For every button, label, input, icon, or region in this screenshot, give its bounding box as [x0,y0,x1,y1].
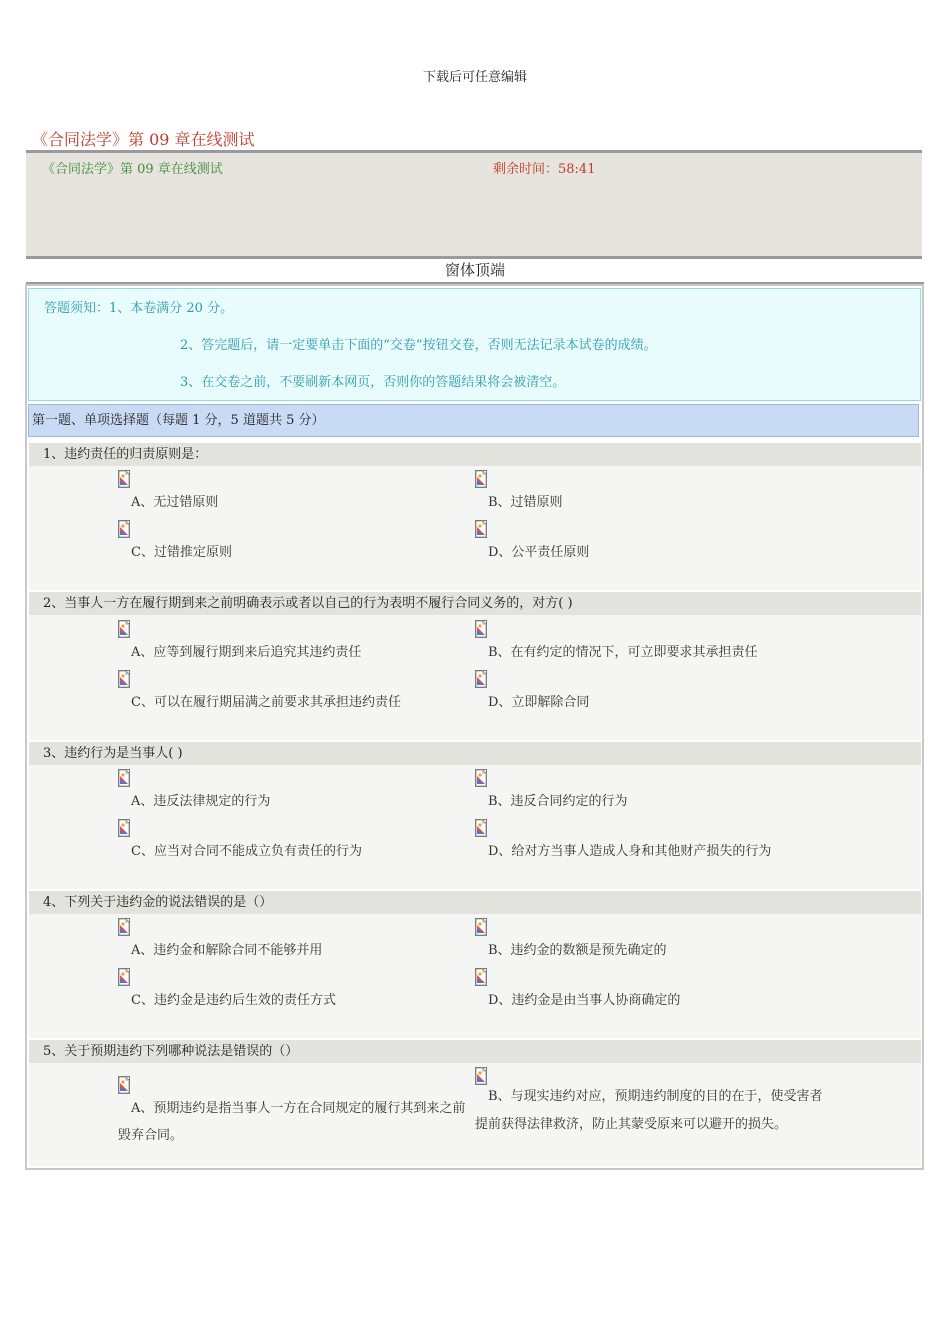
option-a: A、预期违约是指当事人一方在合同规定的履行其到来之前毁弃合同。 [118,1101,466,1143]
radio-image-icon[interactable] [475,520,487,538]
option-b: B、违反合同约定的行为 [488,794,628,809]
radio-image-icon[interactable] [118,1076,130,1094]
option-a: A、无过错原则 [131,495,219,510]
radio-image-icon[interactable] [475,470,487,488]
option-a: A、应等到履行期到来后追究其违约责任 [131,645,362,660]
instructions-box [28,288,921,401]
radio-image-icon[interactable] [475,819,487,837]
document-title: 《合同法学》第 09 章在线测试 [32,130,255,149]
radio-image-icon[interactable] [475,670,487,688]
instruction-line: 答题须知：1、本卷满分 20 分。 [44,301,234,316]
radio-image-icon[interactable] [475,620,487,638]
question-5-text: 5、关于预期违约下列哪种说法是错误的（） [29,1040,921,1063]
header-note: 下载后可任意编辑 [422,70,527,85]
radio-image-icon[interactable] [118,620,130,638]
option-d: D、给对方当事人造成人身和其他财产损失的行为 [488,844,772,859]
panel-title: 《合同法学》第 09 章在线测试 [42,162,223,177]
radio-image-icon[interactable] [118,968,130,986]
option-d: D、违约金是由当事人协商确定的 [488,993,681,1008]
option-c: C、可以在履行期届满之前要求其承担违约责任 [131,695,401,710]
option-c: C、过错推定原则 [131,545,232,560]
option-d: D、立即解除合同 [488,695,590,710]
option-c: C、违约金是违约后生效的责任方式 [131,993,336,1008]
question-2-text: 2、当事人一方在履行期到来之前明确表示或者以自己的行为表明不履行合同义务的，对方( ) [29,592,921,615]
question-3-text: 3、违约行为是当事人( ) [29,742,921,765]
question-4-text: 4、下列关于违约金的说法错误的是（） [29,891,921,914]
radio-image-icon[interactable] [118,769,130,787]
radio-image-icon[interactable] [118,819,130,837]
option-c: C、应当对合同不能成立负有责任的行为 [131,844,362,859]
instruction-line: 2、答完题后，请一定要单击下面的“交卷”按钮交卷，否则无法记录本试卷的成绩。 [180,338,657,353]
radio-image-icon[interactable] [118,520,130,538]
option-d: D、公平责任原则 [488,545,590,560]
option-b: B、与现实违约对应，预期违约制度的目的在于，使受害者提前获得法律救济，防止其蒙受原来可以避开的损失。 [475,1089,823,1132]
question-1-text: 1、违约责任的归责原则是： [29,443,921,466]
option-a: A、违约金和解除合同不能够并用 [131,943,323,958]
option-b: B、违约金的数额是预先确定的 [488,943,667,958]
remaining-time: 剩余时间：58:41 [493,162,596,177]
option-b: B、在有约定的情况下，可立即要求其承担责任 [488,645,758,660]
section-title: 第一题、单项选择题（每题 1 分，5 道题共 5 分） [28,404,919,437]
radio-image-icon[interactable] [475,769,487,787]
radio-image-icon[interactable] [118,470,130,488]
instruction-line: 3、在交卷之前，不要刷新本网页，否则你的答题结果将会被清空。 [180,375,566,390]
radio-image-icon[interactable] [475,968,487,986]
radio-image-icon[interactable] [475,918,487,936]
form-top-label: 窗体顶端 [444,261,505,279]
radio-image-icon[interactable] [118,918,130,936]
option-a: A、违反法律规定的行为 [131,794,271,809]
radio-image-icon[interactable] [118,670,130,688]
option-b: B、过错原则 [488,495,563,510]
